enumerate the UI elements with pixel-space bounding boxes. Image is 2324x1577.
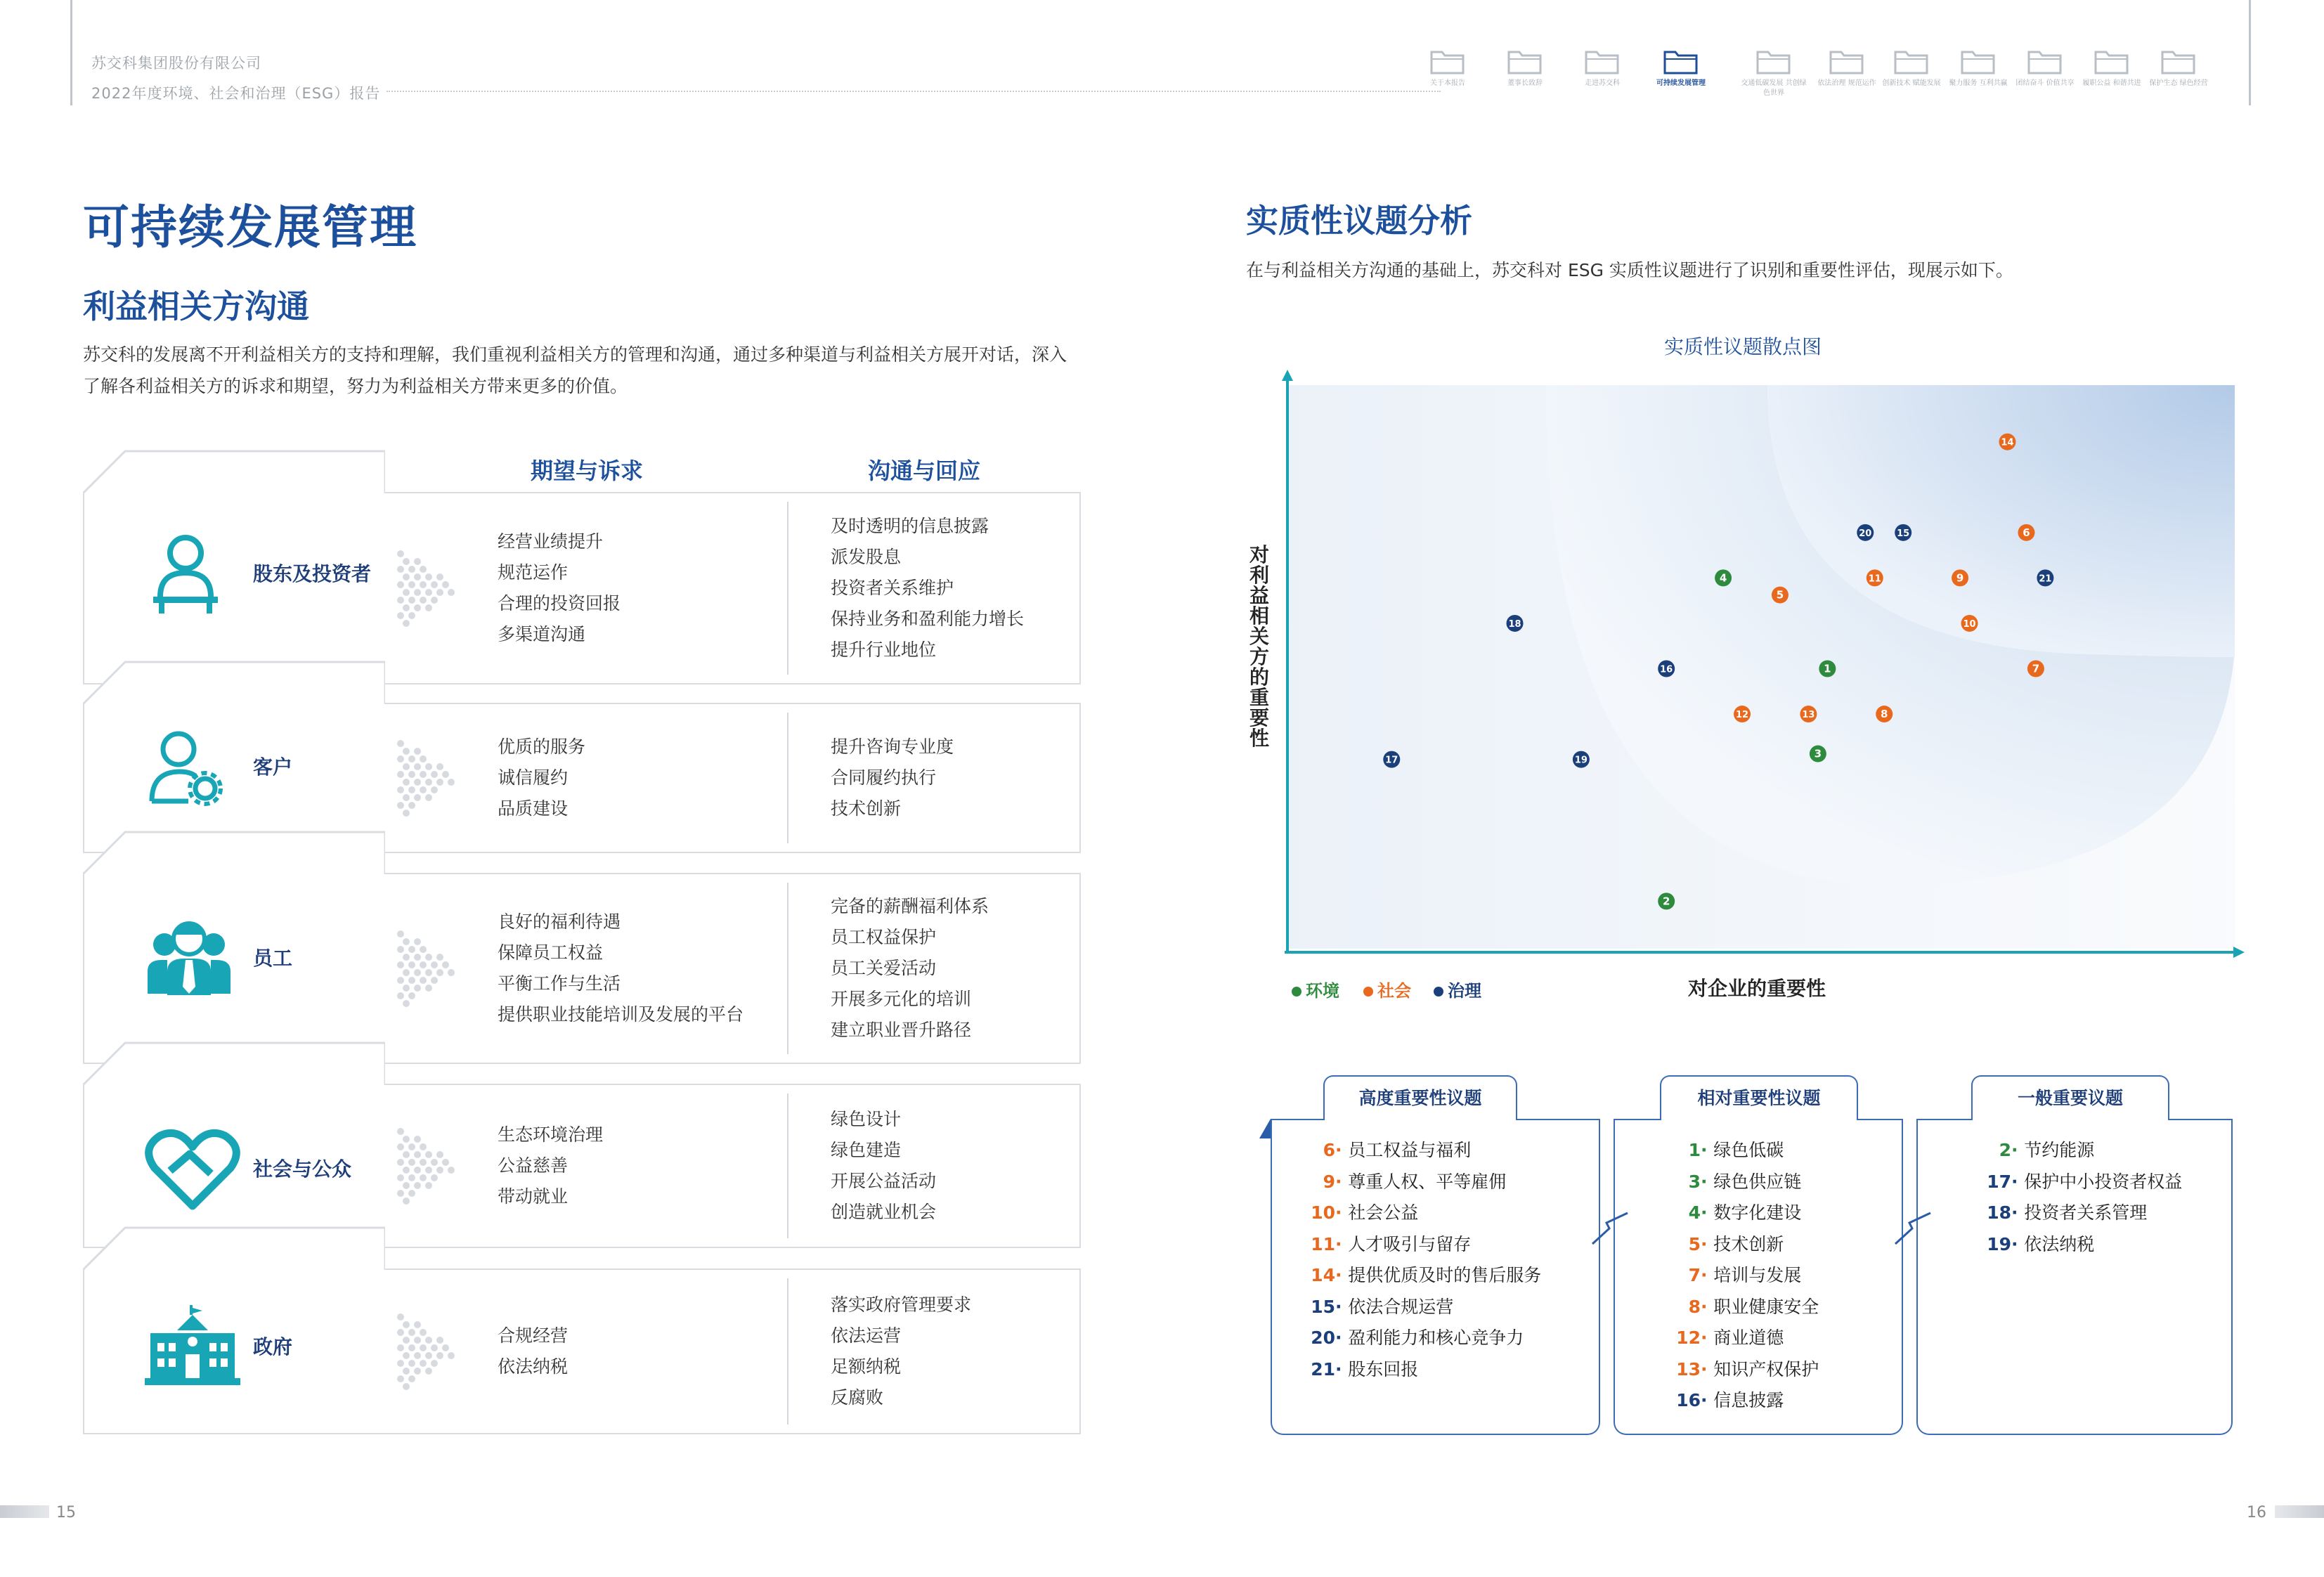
nav-tab-label: 关于本报告 (1430, 79, 1465, 87)
expectation-item: 平衡工作与生活 (498, 973, 621, 994)
card-tab (83, 450, 385, 493)
topic-number: 10 (1311, 1202, 1335, 1223)
responses-list (831, 1290, 971, 1413)
nav-tab-1[interactable] (1413, 48, 1483, 89)
materiality-intro: 在与利益相关方沟通的基础上，苏交科对 ESG 实质性议题进行了识别和重要性评估，现展示如下。 (1246, 260, 2013, 280)
mid-box-topline-left (1614, 1119, 1660, 1120)
scatter-point-13 (1800, 706, 1817, 722)
high-importance-title: 高度重要性议题 (1323, 1075, 1517, 1120)
scatter-point-3 (1810, 746, 1826, 762)
expectation-item: 保障员工权益 (498, 942, 604, 963)
response-item: 合同履约执行 (831, 767, 937, 788)
y-axis-label: 对 利 益 相 关 方 的 重 要 性 (1249, 543, 1269, 750)
nav-tab-label: 团结奋斗 价值共享 (2015, 79, 2075, 87)
header-dotted-line (387, 91, 1441, 92)
folder-icon (1829, 48, 1865, 76)
scatter-point-label: 1 (1824, 662, 1831, 675)
relative-importance-title: 相对重要性议题 (1660, 1075, 1858, 1120)
topic-label: 提供优质及时的售后服务 (1348, 1265, 1542, 1285)
legend-env-dot (1292, 987, 1301, 997)
header-left-rule (70, 0, 72, 105)
general-importance-title: 一般重要议题 (1971, 1075, 2169, 1120)
dot-pattern (395, 739, 465, 819)
response-item: 开展多元化的培训 (831, 989, 972, 1009)
nav-tab-7[interactable] (1876, 48, 1947, 89)
topic-number: 9 (1323, 1171, 1335, 1192)
response-item: 完备的薪酬福利体系 (831, 896, 989, 916)
responses-list (831, 891, 989, 1046)
materiality-title: 实质性议题分析 (1246, 202, 1472, 240)
topic-number: 19 (1987, 1233, 2011, 1254)
topic-label: 依法合规运营 (1348, 1296, 1454, 1317)
topic-separator: · (1701, 1202, 1714, 1223)
expectation-item: 公益慈善 (498, 1155, 569, 1176)
topic-item (1673, 1198, 1819, 1229)
nav-tab-label: 保护生态 绿色经营 (2149, 79, 2208, 87)
topic-label: 知识产权保护 (1713, 1358, 1819, 1380)
scatter-point-label: 17 (1385, 755, 1398, 766)
scatter-point-15 (1895, 524, 1911, 541)
topic-number: 20 (1311, 1328, 1335, 1348)
scatter-point-7 (2027, 661, 2044, 677)
topic-item (1673, 1354, 1819, 1386)
topic-number: 2 (1999, 1140, 2011, 1160)
customer-icon (143, 725, 228, 812)
topic-separator: · (1701, 1140, 1714, 1160)
topic-separator: · (1335, 1358, 1349, 1380)
column-divider (787, 1093, 788, 1238)
scatter-point-label: 20 (1859, 528, 1872, 539)
stakeholder-name: 股东及投资者 (253, 562, 372, 585)
topic-item (1983, 1229, 2182, 1261)
col-header-expect: 期望与诉求 (530, 457, 643, 484)
scatter-point-16 (1658, 661, 1675, 677)
topic-separator: · (1701, 1171, 1714, 1192)
topic-item (1673, 1167, 1819, 1198)
nav-tab-label: 可持续发展管理 (1656, 79, 1706, 87)
topic-item (1673, 1292, 1819, 1323)
topic-number: 11 (1311, 1233, 1335, 1254)
expectation-item: 带动就业 (498, 1186, 569, 1207)
topic-item (1307, 1354, 1541, 1386)
topic-separator: · (1701, 1328, 1714, 1348)
response-item: 创造就业机会 (831, 1202, 937, 1222)
page-title: 可持续发展管理 (83, 200, 417, 254)
scatter-point-label: 5 (1776, 588, 1784, 602)
topic-number: 14 (1311, 1265, 1335, 1285)
response-item: 反腐败 (831, 1387, 884, 1408)
response-item: 员工关爱活动 (831, 958, 937, 978)
government-building-icon (143, 1305, 242, 1392)
topic-separator: · (1335, 1233, 1349, 1254)
folder-icon (1429, 48, 1466, 76)
response-item: 派发股息 (831, 547, 902, 567)
topic-number: 8 (1688, 1296, 1701, 1317)
scatter-point-label: 2 (1662, 895, 1670, 908)
topic-label: 绿色供应链 (1713, 1171, 1802, 1192)
topic-separator: · (1701, 1358, 1714, 1380)
high-box-topline-left (1271, 1119, 1323, 1120)
expectation-item: 依法纳税 (498, 1356, 569, 1377)
topic-number: 21 (1311, 1358, 1335, 1380)
responses-list (831, 732, 954, 824)
topic-item (1307, 1135, 1541, 1167)
scatter-point-label: 4 (1719, 571, 1727, 585)
response-item: 保持业务和盈利能力增长 (831, 609, 1025, 629)
expectation-item: 经营业绩提升 (498, 531, 604, 552)
topic-label: 绿色低碳 (1713, 1140, 1784, 1160)
header-right-rule (2249, 0, 2251, 105)
x-axis-arrow (2233, 947, 2245, 958)
column-divider (787, 883, 788, 1054)
nav-tab-label: 交通低碳发展 共创绿色世界 (1741, 79, 1807, 97)
scatter-point-label: 14 (2001, 437, 2014, 448)
nav-tab-label: 董事长致辞 (1507, 79, 1543, 87)
y-axis-arrow (1282, 370, 1293, 381)
page-number-left: 15 (56, 1504, 76, 1521)
legend-soc-dot (1363, 987, 1373, 997)
response-item: 绿色建造 (831, 1140, 902, 1160)
topic-number: 16 (1676, 1390, 1701, 1410)
topic-separator: · (2011, 1202, 2025, 1223)
dot-pattern (395, 1313, 465, 1393)
topic-separator: · (1335, 1202, 1349, 1223)
expectations-list (498, 907, 744, 1030)
topic-item (1983, 1198, 2182, 1229)
expectations-list (498, 732, 585, 824)
responses-list (831, 511, 1024, 666)
dot-pattern (395, 550, 465, 630)
topic-number: 4 (1688, 1202, 1701, 1223)
nav-tab-2[interactable] (1490, 48, 1560, 89)
scatter-point-21 (2037, 569, 2053, 586)
nav-tab-3[interactable] (1567, 48, 1637, 89)
topic-label: 商业道德 (1713, 1328, 1784, 1348)
topic-item (1673, 1385, 1819, 1417)
topic-label: 培训与发展 (1713, 1265, 1802, 1285)
page-tab-right (2275, 1505, 2324, 1518)
scatter-point-label: 8 (1881, 708, 1888, 721)
response-item: 足额纳税 (831, 1356, 902, 1377)
topic-item (1307, 1323, 1541, 1354)
company-name: 苏交科集团股份有限公司 (91, 55, 261, 72)
expectation-item: 提供职业技能培训及发展的平台 (498, 1004, 744, 1025)
topic-separator: · (1335, 1296, 1349, 1317)
expectations-list (498, 1120, 603, 1212)
stakeholder-name: 政府 (253, 1335, 293, 1358)
scatter-point-4 (1715, 569, 1732, 586)
scatter-point-label: 9 (1956, 571, 1964, 585)
topic-label: 职业健康安全 (1713, 1296, 1819, 1317)
column-divider (787, 502, 788, 675)
response-item: 建立职业晋升路径 (831, 1020, 972, 1040)
topic-number: 1 (1688, 1140, 1701, 1160)
topic-item (1673, 1135, 1819, 1167)
scatter-point-label: 13 (1802, 710, 1815, 721)
shareholder-icon (143, 532, 228, 619)
folder-icon (1663, 48, 1699, 76)
arrow-break-2 (1893, 1209, 1935, 1251)
topic-label: 保护中小投资者权益 (2024, 1171, 2183, 1192)
stakeholder-name: 员工 (253, 947, 293, 970)
response-item: 及时透明的信息披露 (831, 516, 989, 536)
topic-separator: · (2011, 1171, 2025, 1192)
intro-line-2: 了解各利益相关方的诉求和期望，努力为利益相关方带来更多的价值。 (83, 376, 628, 396)
topic-item (1983, 1167, 2182, 1198)
scatter-point-20 (1857, 524, 1874, 541)
folder-icon (1507, 48, 1543, 76)
nav-tab-label: 创新技术 赋能发展 (1882, 79, 1941, 87)
expectations-list (498, 526, 621, 650)
page-number-right: 16 (2247, 1504, 2266, 1521)
scatter-point-10 (1961, 615, 1978, 632)
column-divider (787, 1278, 788, 1425)
expectation-item: 良好的福利待遇 (498, 911, 621, 932)
scatter-point-label: 11 (1868, 573, 1881, 585)
nav-tab-9[interactable] (2010, 48, 2080, 89)
general-importance-list (1983, 1135, 2182, 1260)
x-axis-label: 对企业的重要性 (1687, 977, 1826, 1000)
nav-tab-label: 走进苏交科 (1585, 79, 1620, 87)
topic-separator: · (1701, 1296, 1714, 1317)
section-title: 利益相关方沟通 (83, 287, 309, 325)
topic-label: 员工权益与福利 (1348, 1140, 1472, 1160)
card-tab (83, 661, 385, 704)
high-importance-list (1307, 1135, 1541, 1385)
expectations-list (498, 1320, 568, 1382)
employee-icon (143, 916, 235, 1004)
topic-label: 技术创新 (1713, 1233, 1784, 1254)
topic-label: 盈利能力和核心竞争力 (1348, 1328, 1524, 1348)
low-box-topline-left (1916, 1119, 1971, 1120)
nav-tab-label: 依法治理 规范运作 (1817, 79, 1876, 87)
folder-icon (2160, 48, 2197, 76)
report-name: 2022年度环境、社会和治理（ESG）报告 (91, 85, 381, 102)
topic-number: 3 (1688, 1171, 1701, 1192)
topic-item (1307, 1292, 1541, 1323)
response-item: 依法运营 (831, 1325, 902, 1346)
scatter-point-1 (1819, 661, 1836, 677)
topic-label: 社会公益 (1348, 1202, 1419, 1223)
scatter-point-label: 10 (1963, 618, 1976, 630)
topic-number: 12 (1676, 1328, 1701, 1348)
scatter-point-11 (1867, 569, 1883, 586)
response-item: 落实政府管理要求 (831, 1294, 972, 1315)
chart-title: 实质性议题散点图 (1663, 335, 1822, 358)
topic-item (1673, 1260, 1819, 1292)
expectation-item: 合理的投资回报 (498, 593, 621, 614)
topic-number: 17 (1987, 1171, 2011, 1192)
folder-icon (1960, 48, 1997, 76)
scatter-point-label: 6 (2023, 526, 2030, 539)
mid-box-topline-right (1855, 1119, 1902, 1120)
scatter-point-label: 3 (1814, 747, 1822, 760)
column-divider (787, 713, 788, 843)
nav-tab-10[interactable] (2077, 48, 2147, 89)
topic-separator: · (1335, 1171, 1349, 1192)
arrow-break-1 (1590, 1209, 1632, 1251)
legend-soc: 社会 (1363, 977, 1411, 1001)
topic-separator: · (1701, 1233, 1714, 1254)
dot-pattern (395, 930, 465, 1010)
scatter-point-14 (1999, 434, 2015, 450)
topic-separator: · (1701, 1390, 1714, 1410)
stakeholder-card (83, 492, 1081, 684)
topic-separator: · (1701, 1265, 1714, 1285)
topic-number: 15 (1311, 1296, 1335, 1317)
topic-label: 节约能源 (2024, 1140, 2095, 1160)
expectation-item: 多渠道沟通 (498, 624, 586, 644)
intro-line-1: 苏交科的发展离不开利益相关方的支持和理解，我们重视利益相关方的管理和沟通，通过多种渠道与利益相关方展开对话，深入 (83, 344, 1067, 365)
expectation-item: 规范运作 (498, 562, 569, 583)
scatter-point-8 (1876, 706, 1893, 722)
scatter-point-label: 19 (1574, 755, 1588, 766)
expectation-item: 品质建设 (498, 798, 569, 819)
response-item: 开展公益活动 (831, 1171, 937, 1191)
page-tab-left (0, 1505, 49, 1518)
card-tab (83, 1226, 385, 1270)
nav-tab-11[interactable] (2143, 48, 2214, 89)
legend-gov-dot (1434, 987, 1443, 997)
scatter-point-label: 16 (1660, 664, 1673, 675)
stakeholder-card (83, 1084, 1081, 1248)
scatter-point-label: 21 (2039, 573, 2052, 585)
topic-separator: · (2011, 1140, 2025, 1160)
expectation-item: 生态环境治理 (498, 1124, 604, 1145)
scatter-point-18 (1507, 615, 1524, 632)
response-item: 投资者关系维护 (831, 578, 954, 598)
scatter-point-6 (2018, 524, 2034, 541)
topic-label: 依法纳税 (2024, 1233, 2095, 1254)
stakeholder-name: 社会与公众 (253, 1157, 352, 1181)
folder-icon (1755, 48, 1792, 76)
response-item: 提升行业地位 (831, 640, 937, 660)
heart-handshake-icon (143, 1127, 242, 1214)
topic-item (1307, 1229, 1541, 1261)
topic-item (1673, 1323, 1819, 1354)
response-item: 提升咨询专业度 (831, 736, 954, 757)
legend-gov: 治理 (1434, 977, 1481, 1001)
folder-icon (1584, 48, 1621, 76)
topic-number: 18 (1987, 1202, 2011, 1223)
scatter-point-17 (1383, 751, 1400, 768)
response-item: 绿色设计 (831, 1109, 902, 1129)
expectation-item: 优质的服务 (498, 736, 586, 757)
scatter-point-2 (1658, 893, 1675, 909)
nav-tab-4[interactable] (1646, 48, 1716, 89)
topic-label: 数字化建设 (1713, 1202, 1802, 1223)
high-box-corner (1258, 1119, 1272, 1140)
responses-list (831, 1104, 936, 1228)
folder-icon (2027, 48, 2063, 76)
topic-item (1673, 1229, 1819, 1261)
expectation-item: 诚信履约 (498, 767, 569, 788)
topic-separator: · (1335, 1328, 1349, 1348)
stakeholder-card (83, 873, 1081, 1064)
topic-label: 信息披露 (1713, 1390, 1784, 1410)
scatter-point-5 (1772, 587, 1789, 604)
folder-icon (2093, 48, 2130, 76)
expectation-item: 合规经营 (498, 1325, 569, 1346)
topic-separator: · (2011, 1233, 2025, 1254)
relative-importance-list (1673, 1135, 1819, 1417)
topic-label: 投资者关系管理 (2024, 1202, 2148, 1223)
card-tab (83, 1041, 385, 1085)
response-item: 技术创新 (831, 798, 902, 819)
legend-env: 环境 (1292, 977, 1339, 1001)
low-box-topline-right (2167, 1119, 2231, 1120)
scatter-point-label: 15 (1897, 528, 1910, 539)
response-item: 员工权益保护 (831, 927, 937, 947)
scatter-point-label: 12 (1735, 710, 1749, 721)
topic-label: 股东回报 (1348, 1358, 1419, 1380)
topic-label: 尊重人权、平等雇佣 (1348, 1171, 1507, 1192)
scatter-point-label: 7 (2032, 662, 2040, 675)
scatter-point-19 (1573, 751, 1590, 768)
nav-tab-8[interactable] (1943, 48, 2013, 89)
scatter-point-label: 18 (1508, 618, 1521, 630)
scatter-point-9 (1952, 569, 1968, 586)
stakeholder-name: 客户 (253, 755, 293, 779)
nav-tab-label: 履职公益 和谐共进 (2082, 79, 2141, 87)
folder-icon (1893, 48, 1930, 76)
topic-number: 5 (1688, 1233, 1701, 1254)
topic-item (1307, 1260, 1541, 1292)
materiality-scatter-chart (1244, 365, 2256, 984)
topic-separator: · (1335, 1265, 1349, 1285)
scatter-point-12 (1734, 706, 1751, 722)
nav-tab-label: 聚力服务 互利共赢 (1949, 79, 2008, 87)
topic-item (1307, 1167, 1541, 1198)
topic-label: 人才吸引与留存 (1348, 1233, 1472, 1254)
topic-item (1307, 1198, 1541, 1229)
topic-separator: · (1335, 1140, 1349, 1160)
topic-item (1983, 1135, 2182, 1167)
topic-number: 7 (1688, 1265, 1701, 1285)
nav-tab-5[interactable] (1739, 48, 1809, 98)
nav-tab-6[interactable] (1812, 48, 1882, 89)
high-box-topline-right (1514, 1119, 1599, 1120)
col-header-respond: 沟通与回应 (867, 457, 980, 484)
card-tab (83, 831, 385, 874)
dot-pattern (395, 1127, 465, 1207)
topic-number: 13 (1676, 1358, 1701, 1380)
topic-number: 6 (1323, 1140, 1335, 1160)
stakeholder-card (83, 1268, 1081, 1434)
